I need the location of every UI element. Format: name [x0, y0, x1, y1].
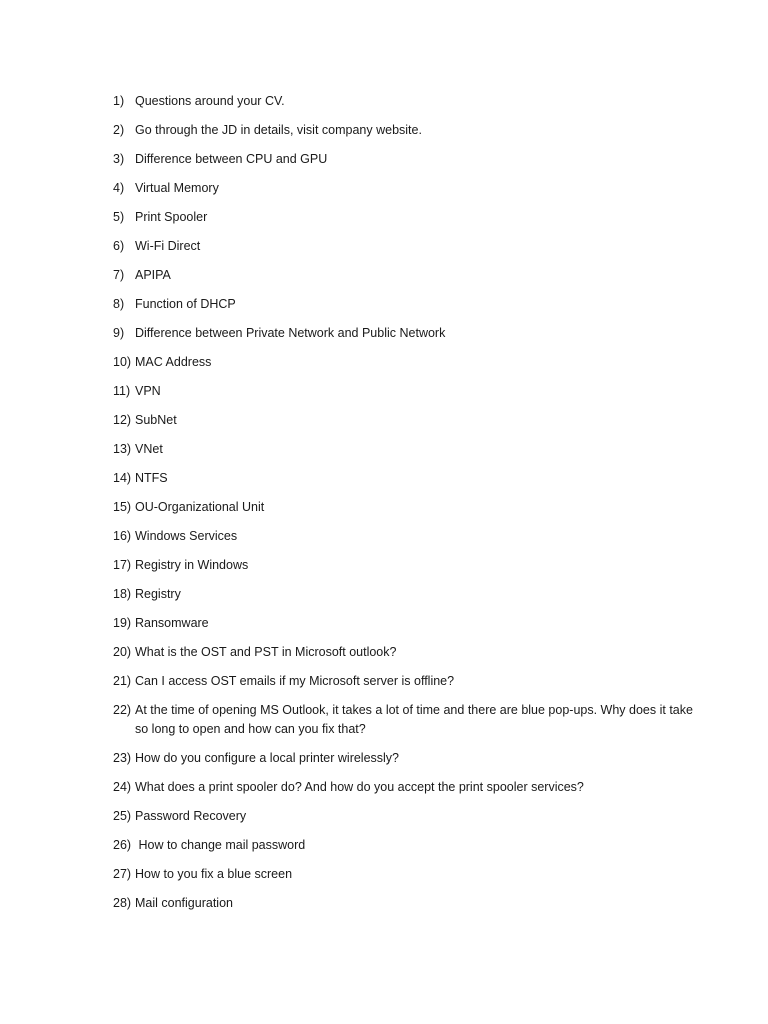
list-item: [113, 672, 693, 691]
list-item-number: 5): [113, 210, 125, 224]
list-item: [113, 179, 693, 198]
list-item-text: Ransomware: [135, 616, 209, 630]
list-item: [113, 701, 697, 739]
list-item-number: 2): [113, 123, 125, 137]
list-item-number: 3): [113, 152, 125, 166]
list-item: [113, 498, 693, 517]
list-item-text: Windows Services: [135, 529, 238, 543]
list-item-text: How to change mail password: [135, 838, 306, 852]
list-item-number: 24): [113, 780, 132, 794]
list-item-text: Mail configuration: [135, 896, 233, 910]
list-item: [113, 237, 693, 256]
list-item-number: 14): [113, 471, 132, 485]
list-item: [113, 411, 693, 430]
list-item-text: Print Spooler: [135, 210, 208, 224]
list-item-number: 20): [113, 645, 132, 659]
list-item: [113, 266, 693, 285]
list-item-number: 18): [113, 587, 132, 601]
question-list: [113, 92, 697, 923]
list-item-number: 11): [113, 384, 131, 398]
list-item: [113, 614, 693, 633]
list-item: [113, 150, 693, 169]
list-item-number: 23): [113, 751, 132, 765]
list-item-text: OU-Organizational Unit: [135, 500, 265, 514]
list-item: [113, 121, 693, 140]
list-item: [113, 469, 693, 488]
list-item: [113, 382, 693, 401]
list-item-number: 17): [113, 558, 132, 572]
list-item: [113, 778, 693, 797]
list-item-text: Questions around your CV.: [135, 94, 285, 108]
list-item-text: Go through the JD in details, visit company website.: [135, 123, 422, 137]
list-item-text: Difference between Private Network and Public Network: [135, 326, 446, 340]
list-item-text: Can I access OST emails if my Microsoft server is offline?: [135, 674, 455, 688]
list-item-number: 8): [113, 297, 125, 311]
list-item-text: Registry in Windows: [135, 558, 249, 572]
list-item: [113, 894, 693, 913]
list-item-text: At the time of opening MS Outlook, it takes a lot of time and there are blue pop-ups. Why does it take so long to open and how can you fix that?: [135, 703, 697, 736]
list-item-number: 26): [113, 838, 132, 852]
list-item-text: SubNet: [135, 413, 177, 427]
list-item: [113, 324, 693, 343]
list-item-text: APIPA: [135, 268, 171, 282]
list-item-number: 1): [113, 94, 125, 108]
list-item: [113, 92, 693, 111]
list-item-text: Difference between CPU and GPU: [135, 152, 328, 166]
list-item-number: 22): [113, 703, 132, 717]
list-item-text: Virtual Memory: [135, 181, 219, 195]
list-item: [113, 295, 693, 314]
list-item-text: How to you fix a blue screen: [135, 867, 293, 881]
list-item-number: 27): [113, 867, 132, 881]
list-item-text: Registry: [135, 587, 181, 601]
list-item-text: What does a print spooler do? And how do you accept the print spooler services?: [135, 780, 584, 794]
list-item-text: Wi-Fi Direct: [135, 239, 201, 253]
list-item: [113, 208, 693, 227]
list-item-text: Function of DHCP: [135, 297, 236, 311]
list-item-text: Password Recovery: [135, 809, 247, 823]
list-item: [113, 440, 693, 459]
list-item: [113, 556, 693, 575]
list-item-number: 28): [113, 896, 132, 910]
list-item-number: 7): [113, 268, 125, 282]
list-item-number: 16): [113, 529, 132, 543]
list-item: [113, 527, 693, 546]
list-item: [113, 353, 693, 372]
list-item-number: 10): [113, 355, 132, 369]
list-item: [113, 643, 693, 662]
list-item-text: How do you configure a local printer wirelessly?: [135, 751, 400, 765]
list-item: [113, 585, 693, 604]
list-item: [113, 865, 693, 884]
list-item-number: 19): [113, 616, 132, 630]
list-item-number: 6): [113, 239, 125, 253]
list-item-number: 15): [113, 500, 132, 514]
list-item-text: NTFS: [135, 471, 168, 485]
list-item: [113, 749, 693, 768]
list-item-text: MAC Address: [135, 355, 212, 369]
list-item-number: 25): [113, 809, 132, 823]
list-item-number: 13): [113, 442, 132, 456]
list-item-text: What is the OST and PST in Microsoft outlook?: [135, 645, 397, 659]
list-item-number: 9): [113, 326, 125, 340]
list-item-number: 12): [113, 413, 132, 427]
list-item: [113, 807, 693, 826]
list-item-number: 21): [113, 674, 132, 688]
list-item-text: VNet: [135, 442, 163, 456]
list-item-text: VPN: [135, 384, 161, 398]
list-item: [113, 836, 693, 855]
list-item-number: 4): [113, 181, 125, 195]
